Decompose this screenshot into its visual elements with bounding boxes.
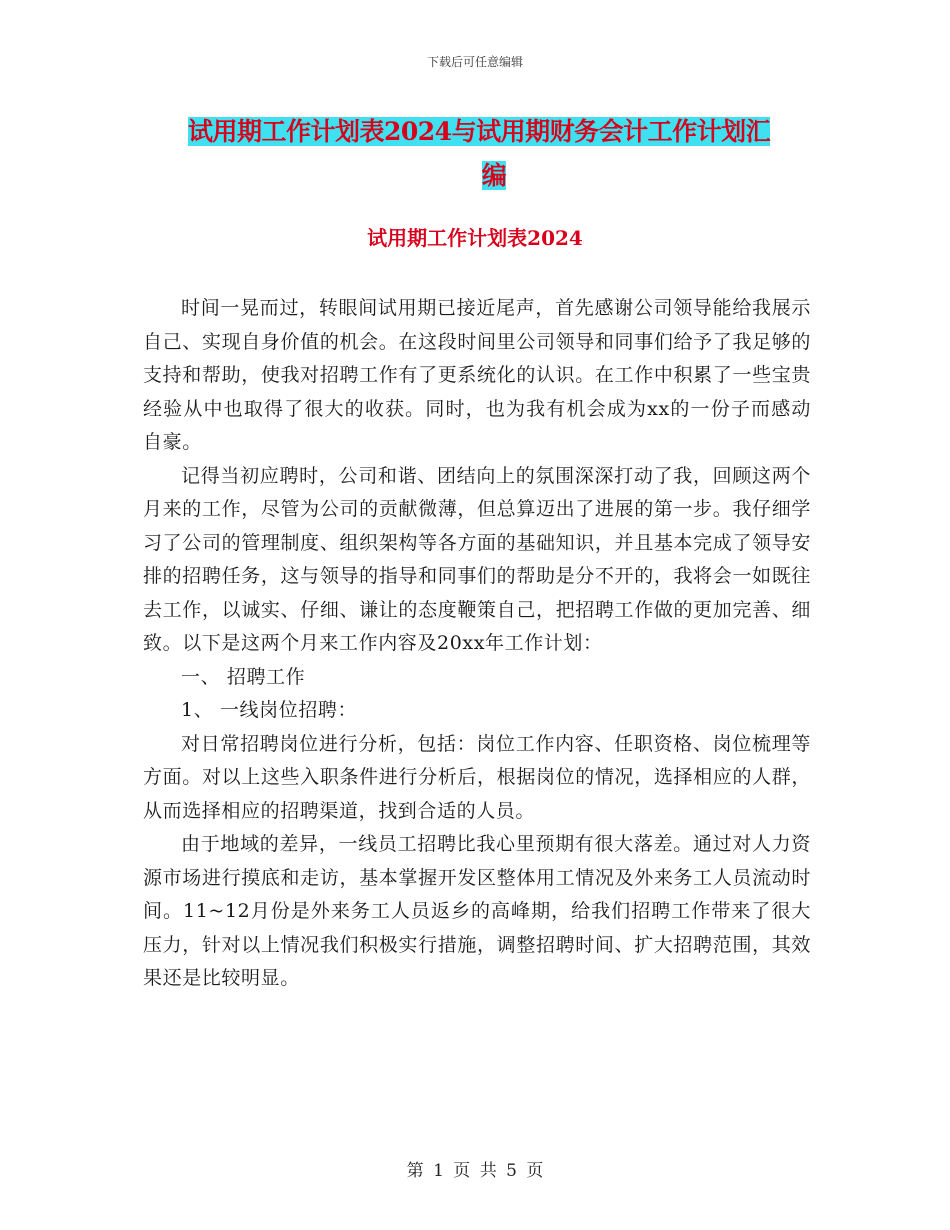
paragraph-intro: 时间一晃而过，转眼间试用期已接近尾声，首先感谢公司领导能给我展示自己、实现自身价值的机会。在这段时间里公司领导和同事们给予了我足够的支持和帮助，使我对招聘工作有了更系统化的认识。在工作中积累了一些宝贵经验从中也取得了很大的收获。同时，也为我有机会成为xx的一份子而感动自豪。 [143, 297, 811, 453]
document-title [188, 110, 810, 198]
heading-frontline-recruitment: 1、 一线岗位招聘： [181, 699, 358, 721]
document-title-line-2: 编 [481, 161, 507, 190]
paragraph-position-analysis: 对日常招聘岗位进行分析，包括：岗位工作内容、任职资格、岗位梳理等方面。对以上这些入职条件进行分析后，根据岗位的情况，选择相应的人群，从而选择相应的招聘渠道，找到合适的人员。 [143, 732, 811, 822]
section-title: 试用期工作计划表2024 [367, 226, 583, 250]
document-body [143, 292, 811, 996]
page-header-note: 下载后可任意编辑 [426, 55, 523, 69]
heading-recruitment: 一、 招聘工作 [181, 665, 306, 688]
paragraph-recall: 记得当初应聘时，公司和谐、团结向上的氛围深深打动了我，回顾这两个月来的工作，尽管为公司的贡献微薄，但总算迈出了进展的第一步。我仔细学习了公司的管理制度、组织架构等各方面的基础知识，并且基本完成了领导安排的招聘任务，这与领导的指导和同事们的帮助是分不开的，我将会一如既往去工作，以诚实、仔细、谦让的态度鞭策自己，把招聘工作做的更加完善、细致。以下是这两个月来工作内容及20xx年工作计划： [143, 464, 811, 654]
paragraph-regional-difference: 由于地域的差异，一线员工招聘比我心里预期有很大落差。通过对人力资源市场进行摸底和走访，基本掌握开发区整体用工情况及外来务工人员流动时间。11~12月份是外来务工人员返乡的高峰期，给我们招聘工作带来了很大压力，针对以上情况我们积极实行措施，调整招聘时间、扩大招聘范围，其效果还是比较明显。 [143, 833, 811, 989]
page-number: 第 1 页 共 5 页 [406, 1161, 544, 1181]
document-title-line-1: 试用期工作计划表2024与试用期财务会计工作计划汇 [188, 117, 771, 146]
